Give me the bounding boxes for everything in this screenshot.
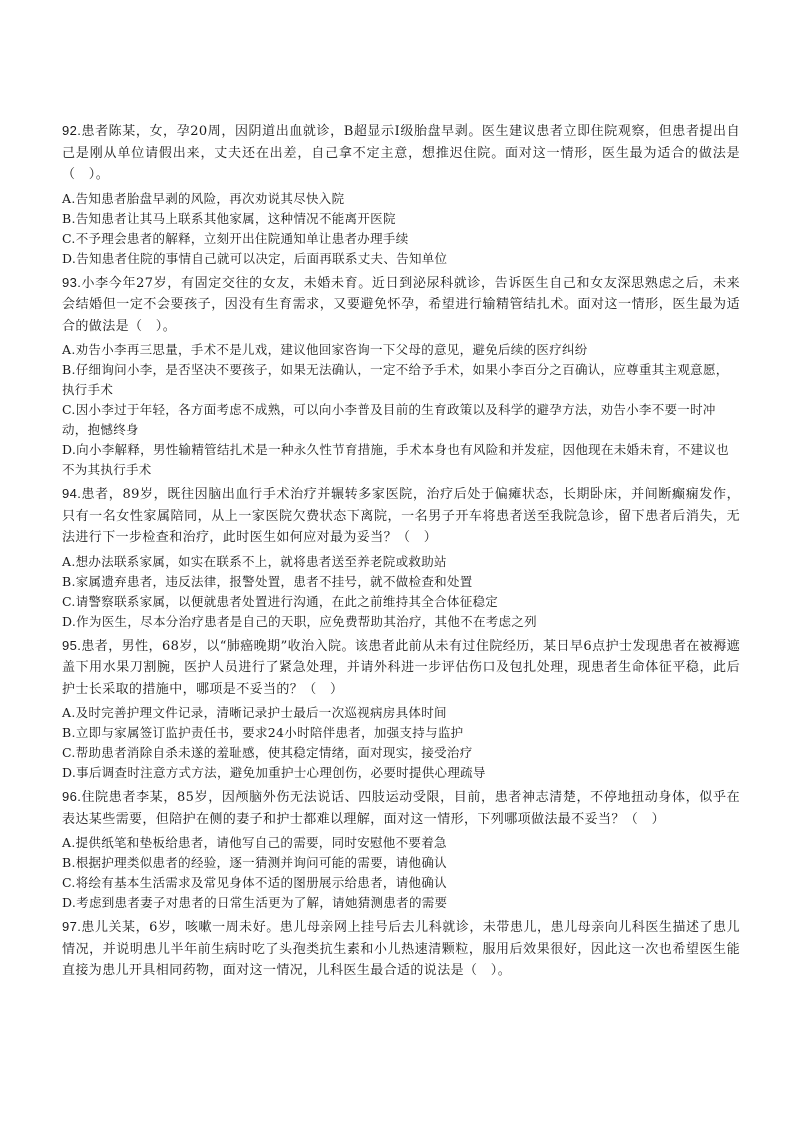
answer-option: C.将绘有基本生活需求及常见身体不适的图册展示给患者，请他确认 [62, 875, 447, 890]
answer-option: A.提供纸笔和垫板给患者，请他写自己的需要，同时安慰他不要着急 [62, 835, 447, 850]
question-text: 患者陈某，女，孕20周，因阴道出血就诊，B超显示Ⅰ级胎盘早剥。医生建议患者立即住院观察，但患者提出自己是刚从单位请假出来，丈夫还在出差，自己拿不定主意，想推迟住院。面对这一情形，医生最为适合的做法是（ ）。 [62, 124, 740, 182]
question-93 [62, 272, 740, 481]
question-92 [62, 120, 740, 269]
answer-option: B.仔细询问小李，是否坚决不要孩子，如果无法确认，一定不给予手术，如果小李百分之百确认，应尊重其主观意愿，执行手术 [62, 362, 729, 397]
answer-option: D.作为医生，尽本分治疗患者是自己的天职，应免费帮助其治疗，其他不在考虑之列 [62, 613, 537, 629]
question-97 [62, 916, 740, 982]
answer-option: B.根据护理类似患者的经验，逐一猜测并询问可能的需要，请他确认 [62, 855, 447, 870]
exam-page [62, 120, 740, 985]
question-95 [62, 635, 740, 784]
question-number: 93. [62, 274, 82, 290]
question-stem [62, 635, 740, 701]
question-text: 小李今年27岁，有固定交往的女友，未婚未育。近日到泌尿科就诊，告诉医生自己和女友深思熟虑之后，未来会结婚但一定不会要孩子，因没有生育需求，又要避免怀孕，希望进行输精管结扎术。面对这一情形，医生最为适合的做法是（ ）。 [62, 275, 740, 334]
question-96 [62, 786, 740, 913]
answer-option: D.向小李解释，男性输精管结扎术是一种永久性节育措施，手术本身也有风险和并发症，因他现在未婚未育，不建议也不为其执行手术 [62, 442, 729, 477]
answer-option: D.考虑到患者妻子对患者的日常生活更为了解，请她猜测患者的需要 [62, 895, 448, 910]
answer-option: A.想办法联系家属，如实在联系不上，就将患者送至养老院或救助站 [62, 553, 447, 569]
question-number: 92. [62, 123, 82, 138]
answer-option: B.立即与家属签订监护责任书，要求24小时陪伴患者，加强支持与监护 [62, 725, 464, 740]
answer-option: B.告知患者让其马上联系其他家属，这种情况不能离开医院 [62, 210, 396, 226]
question-stem [62, 786, 740, 830]
answer-option: A.及时完善护理文件记录，清晰记录护士最后一次巡视病房具体时间 [62, 705, 447, 720]
question-number: 94. [62, 486, 82, 501]
answer-option: D.告知患者住院的事情自己就可以决定，后面再联系丈夫、告知单位 [62, 250, 448, 266]
question-stem [62, 120, 740, 186]
question-text: 患儿关某，6岁，咳嗽一周未好。患儿母亲网上挂号后去儿科就诊，未带患儿，患儿母亲向儿科医生描述了患儿情况，并说明患儿半年前生病时吃了头孢类抗生素和小儿热速清颗粒，服用后效果很好，因此这一次也希望医生能直接为患儿开具相同药物，面对这一情况，儿科医生最合适的说法是（ ）。 [62, 920, 740, 978]
question-text: 患者，男性，68岁，以“肺癌晚期”收治入院。该患者此前从未有过住院经历，某日早6点护士发现患者在被褥遮盖下用水果刀割腕，医护人员进行了紧急处理，并请外科进一步评估伤口及包扎处理，现患者生命体征平稳，此后护士长采取的措施中，哪项是不妥当的？（ ） [62, 638, 740, 697]
answer-option: C.因小李过于年轻，各方面考虑不成熟，可以向小李普及目前的生育政策以及科学的避孕方法，劝告小李不要一时冲动，抱憾终身 [62, 402, 716, 437]
answer-option: D.事后调查时注意方式方法，避免加重护士心理创伤，必要时提供心理疏导 [62, 765, 486, 780]
question-94 [62, 483, 740, 632]
question-number: 96. [62, 789, 82, 804]
question-stem [62, 483, 740, 549]
answer-option: C.帮助患者消除自杀未遂的羞耻感，使其稳定情绪，面对现实，接受治疗 [62, 745, 473, 760]
question-text: 患者，89岁，既往因脑出血行手术治疗并辗转多家医院，治疗后处于偏瘫状态，长期卧床，并间断癫痫发作，只有一名女性家属陪同，从上一家医院欠费状态下离院，一名男子开车将患者送至我院急诊，留下患者后消失，无法进行下一步检查和治疗，此时医生如何应对最为妥当？（ ） [62, 487, 740, 545]
question-number: 95. [62, 637, 82, 653]
answer-option: C.不予理会患者的解释，立刻开出住院通知单让患者办理手续 [62, 230, 409, 246]
answer-option: A.告知患者胎盘早剥的风险，再次劝说其尽快入院 [62, 190, 345, 206]
question-stem [62, 272, 740, 338]
answer-option: B.家属遗弃患者，违反法律，报警处置，患者不挂号，就不做检查和处置 [62, 573, 473, 589]
answer-option: C.请警察联系家属，以便就患者处置进行沟通，在此之前维持其全合体征稳定 [62, 593, 499, 609]
answer-option: A.劝告小李再三思量，手术不是儿戏，建议他回家咨询一下父母的意见，避免后续的医疗纠纷 [62, 342, 588, 357]
question-number: 97. [62, 919, 82, 934]
question-stem [62, 916, 740, 982]
question-text: 住院患者李某，85岁，因颅脑外伤无法说话、四肢运动受限，目前，患者神志清楚，不停地扭动身体，似乎在表达某些需要，但陪护在侧的妻子和护士都难以理解，面对这一情形，下列哪项做法最不妥当？（ ） [62, 790, 740, 827]
